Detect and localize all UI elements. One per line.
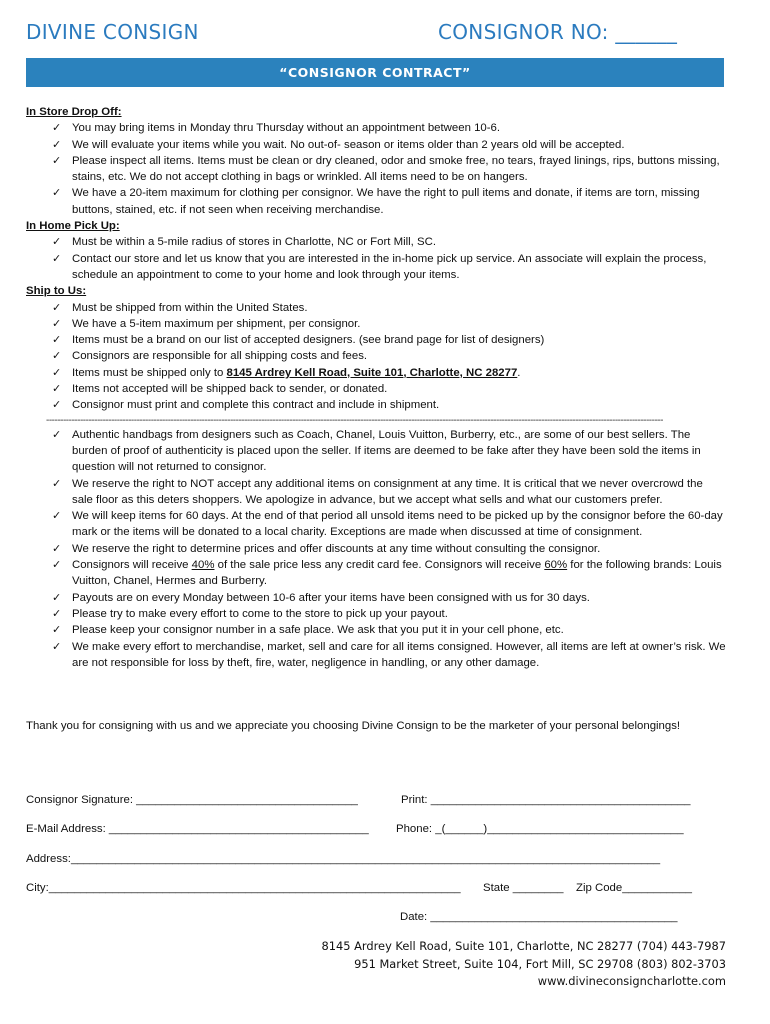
check-icon: ✓: [52, 623, 62, 637]
check-icon: ✓: [52, 398, 62, 412]
list-item: [26, 476, 726, 509]
percent-60: 60%: [544, 559, 568, 572]
check-icon: ✓: [52, 300, 62, 314]
thank-you-note: Thank you for consigning with us and we appreciate you choosing Divine Consign to be the marketer of your personal belongings!: [26, 720, 681, 732]
percent-40: 40%: [191, 559, 215, 572]
dashed-divider: --------------------------------------------------------------------------------------------------------------------------------------------------------------------------------------------------------------------------: [46, 414, 663, 426]
list-item-text: You may bring items in Monday thru Thursday without an appointment between 10-6.: [72, 122, 501, 135]
check-icon: ✓: [52, 251, 62, 265]
ship-address-prefix: Items must be shipped only to: [72, 366, 227, 379]
split-text-3: for the following brands: Louis Vuitton, Chanel, Hermes and Burberry.: [72, 559, 722, 588]
check-icon: ✓: [52, 121, 62, 135]
list-item: [26, 251, 726, 284]
list-item: [26, 348, 726, 364]
list-item: [26, 606, 726, 622]
ship-list: [26, 300, 726, 365]
footer-address-charlotte: 8145 Ardrey Kell Road, Suite 101, Charlotte, NC 28277 (704) 443-7987: [321, 939, 726, 953]
list-item: [26, 590, 726, 606]
list-item-text: We have a 20-item maximum for clothing per consignor. We have the right to pull items and donate, if items are torn, missing buttons, stained, etc. if not seen when receiving merchandise.: [72, 187, 700, 216]
check-icon: ✓: [52, 590, 62, 604]
check-icon: ✓: [52, 333, 62, 347]
drop-off-list: [26, 120, 726, 218]
check-icon: ✓: [52, 186, 62, 200]
list-item-text: Please try to make every effort to come to the store to pick up your payout.: [72, 607, 448, 620]
list-item-text: We will keep items for 60 days. At the end of that period all unsold items need to be picked up by the consignor before the 60-day mark or the items will be donated to a local charity. Exceptions are made when discussed at time of consignment.: [72, 510, 723, 539]
list-item-text: We will evaluate your items while you wait. No out-of- season or items older than 2 years old will be accepted.: [72, 138, 625, 151]
list-item: [26, 153, 726, 186]
check-icon: ✓: [52, 541, 62, 555]
list-item-text: We reserve the right to determine prices and offer discounts at any time without consulting the consignor.: [72, 542, 601, 555]
list-item: [26, 557, 726, 590]
check-icon: ✓: [52, 365, 62, 379]
list-item: [26, 365, 726, 381]
list-item: [26, 622, 726, 638]
list-item-text: Must be within a 5-mile radius of stores in Charlotte, NC or Fort Mill, SC.: [72, 236, 436, 249]
list-item: [26, 427, 726, 476]
check-icon: ✓: [52, 137, 62, 151]
check-icon: ✓: [52, 349, 62, 363]
list-item-text: Consignor must print and complete this contract and include in shipment.: [72, 399, 440, 412]
pickup-list: [26, 234, 726, 283]
check-icon: ✓: [52, 606, 62, 620]
check-icon: ✓: [52, 509, 62, 523]
check-icon: ✓: [52, 382, 62, 396]
zip-field[interactable]: Zip Code___________: [576, 882, 692, 894]
footer-website-link[interactable]: www.divineconsigncharlotte.com: [537, 974, 726, 988]
split-text-2: of the sale price less any credit card fee. Consignors will receive: [214, 559, 545, 572]
address-field[interactable]: Address:_____________________________________________________________________________________________: [26, 853, 661, 865]
list-item: [26, 508, 726, 541]
state-field[interactable]: State ________: [483, 882, 564, 894]
general-terms-list-2: [26, 590, 726, 671]
ship-list-after: [26, 381, 726, 414]
list-item: [26, 639, 726, 672]
list-item: [26, 316, 726, 332]
list-item-text: Contact our store and let us know that you are interested in the in-home pick up service. An associate will explain the process, schedule an appointment to come to your home and look through your items.: [72, 252, 707, 281]
city-field[interactable]: City:_________________________________________________________________: [26, 882, 461, 894]
list-item-text: We reserve the right to NOT accept any additional items on consignment at any time. It is critical that we never overcrowd the sale floor as this deters shoppers. We apologize in advance, but we accept what sells and what our customers prefer.: [72, 477, 703, 506]
section-heading-pickup: In Home Pick Up:: [26, 220, 120, 233]
check-icon: ✓: [52, 153, 62, 167]
print-name-field[interactable]: Print: _________________________________________: [401, 794, 691, 806]
list-item: [26, 185, 726, 218]
check-icon: ✓: [52, 558, 62, 572]
contract-body: [26, 104, 726, 671]
contract-banner: “CONSIGNOR CONTRACT”: [26, 58, 724, 87]
split-text-1: Consignors will receive: [72, 559, 192, 572]
list-item-text: Consignors are responsible for all shipping costs and fees.: [72, 350, 368, 363]
list-item-text: We have a 5-item maximum per shipment, per consignor.: [72, 317, 361, 330]
list-item-text: Authentic handbags from designers such as Coach, Chanel, Louis Vuitton, Burberry, etc., are some of our best sellers. The burden of proof of authenticity is placed upon the seller. If items are deemed to be fake after they have been sold the items in question will not returned to consignor.: [72, 428, 701, 474]
list-item-text: Items must be a brand on our list of accepted designers. (see brand page for list of designers): [72, 334, 545, 347]
list-item: [26, 300, 726, 316]
section-heading-ship: Ship to Us:: [26, 285, 87, 298]
ship-address: 8145 Ardrey Kell Road, Suite 101, Charlotte, NC 28277: [226, 366, 518, 379]
check-icon: ✓: [52, 427, 62, 441]
list-item: [26, 234, 726, 250]
section-heading-drop-off: In Store Drop Off:: [26, 106, 122, 118]
check-icon: ✓: [52, 316, 62, 330]
list-item: [26, 397, 726, 413]
ship-address-suffix: .: [517, 366, 521, 379]
list-item-text: Must be shipped from within the United States.: [72, 301, 308, 314]
list-item: [26, 381, 726, 397]
consignor-number-label: CONSIGNOR NO: ______: [438, 20, 678, 44]
check-icon: ✓: [52, 639, 62, 653]
list-item: [26, 541, 726, 557]
signature-field[interactable]: Consignor Signature: ___________________________________: [26, 794, 358, 806]
check-icon: ✓: [52, 476, 62, 490]
list-item-text: Items not accepted will be shipped back to sender, or donated.: [72, 383, 388, 396]
list-item-text: Payouts are on every Monday between 10-6 after your items have been consigned with us for 30 days.: [72, 591, 590, 604]
check-icon: ✓: [52, 235, 62, 249]
footer-addresses: [322, 938, 726, 991]
date-field[interactable]: Date: _______________________________________: [400, 911, 678, 923]
brand-title: DIVINE CONSIGN: [26, 20, 199, 44]
general-terms-list: [26, 427, 726, 557]
list-item: [26, 137, 726, 153]
list-item-text: We make every effort to merchandise, market, sell and care for all items consigned. However, all items are left at owner’s risk. We are not responsible for loss by theft, fire, water, negligence in handling, or any other damage.: [72, 640, 726, 669]
list-item-text: Please inspect all items. Items must be clean or dry cleaned, odor and smoke free, no tears, frayed linings, rips, buttons missing, stains, etc. We do not accept clothing in bags or wrinkled. All items need to be on hangers.: [72, 154, 720, 184]
email-field[interactable]: E-Mail Address: _________________________________________: [26, 823, 369, 835]
phone-field[interactable]: Phone: _(______)_______________________________: [396, 823, 684, 835]
footer-address-fort-mill: 951 Market Street, Suite 104, Fort Mill, SC 29708 (803) 802-3703: [354, 956, 726, 971]
list-item: [26, 332, 726, 348]
list-item: [26, 120, 726, 136]
list-item-text: Please keep your consignor number in a safe place. We ask that you put it in your cell phone, etc.: [72, 624, 564, 637]
